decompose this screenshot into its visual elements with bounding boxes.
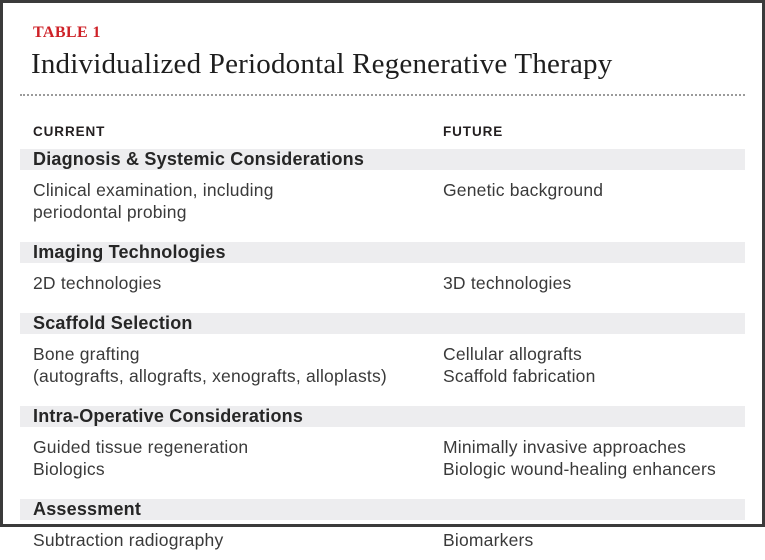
cell-current <box>33 272 443 294</box>
section-header: Scaffold Selection <box>20 313 745 334</box>
table-row <box>20 263 745 303</box>
section-intra-operative <box>20 406 745 489</box>
section-imaging <box>20 242 745 303</box>
section-scaffold <box>20 313 745 396</box>
cell-line: Subtraction radiography <box>33 530 224 550</box>
column-header-row <box>20 124 745 139</box>
cell-current <box>33 179 443 223</box>
cell-line: Cellular allografts <box>443 344 582 364</box>
section-header: Intra-Operative Considerations <box>20 406 745 427</box>
table-row <box>20 170 745 232</box>
cell-line: Bone grafting <box>33 344 140 364</box>
cell-line: 3D technologies <box>443 273 572 293</box>
cell-future <box>443 529 745 551</box>
section-assessment <box>20 499 745 560</box>
table-row <box>20 427 745 489</box>
table-number-label: TABLE 1 <box>33 24 101 41</box>
cell-current <box>33 343 443 387</box>
table-row <box>20 520 745 560</box>
cell-line: (autografts, allografts, xenografts, alloplasts) <box>33 366 387 386</box>
cell-line: Clinical examination, including <box>33 180 274 200</box>
section-header: Assessment <box>20 499 745 520</box>
section-diagnosis <box>20 149 745 232</box>
cell-line: Scaffold fabrication <box>443 366 596 386</box>
cell-future <box>443 436 745 480</box>
cell-future <box>443 179 745 223</box>
cell-line: Biologic wound-healing enhancers <box>443 459 716 479</box>
cell-current <box>33 436 443 480</box>
cell-line: periodontal probing <box>33 202 187 222</box>
cell-line: Biologics <box>33 459 105 479</box>
section-header: Diagnosis & Systemic Considerations <box>20 149 745 170</box>
column-header-current: CURRENT <box>33 124 106 139</box>
table-row <box>20 334 745 396</box>
dotted-divider <box>20 94 745 96</box>
cell-current <box>33 529 443 551</box>
section-header: Imaging Technologies <box>20 242 745 263</box>
page-title: Individualized Periodontal Regenerative Therapy <box>31 48 613 80</box>
cell-future <box>443 343 745 387</box>
cell-line: Biomarkers <box>443 530 534 550</box>
column-header-future: FUTURE <box>443 124 504 139</box>
cell-future <box>443 272 745 294</box>
cell-line: Genetic background <box>443 180 604 200</box>
cell-line: Guided tissue regeneration <box>33 437 249 457</box>
cell-line: Minimally invasive approaches <box>443 437 687 457</box>
cell-line: 2D technologies <box>33 273 162 293</box>
